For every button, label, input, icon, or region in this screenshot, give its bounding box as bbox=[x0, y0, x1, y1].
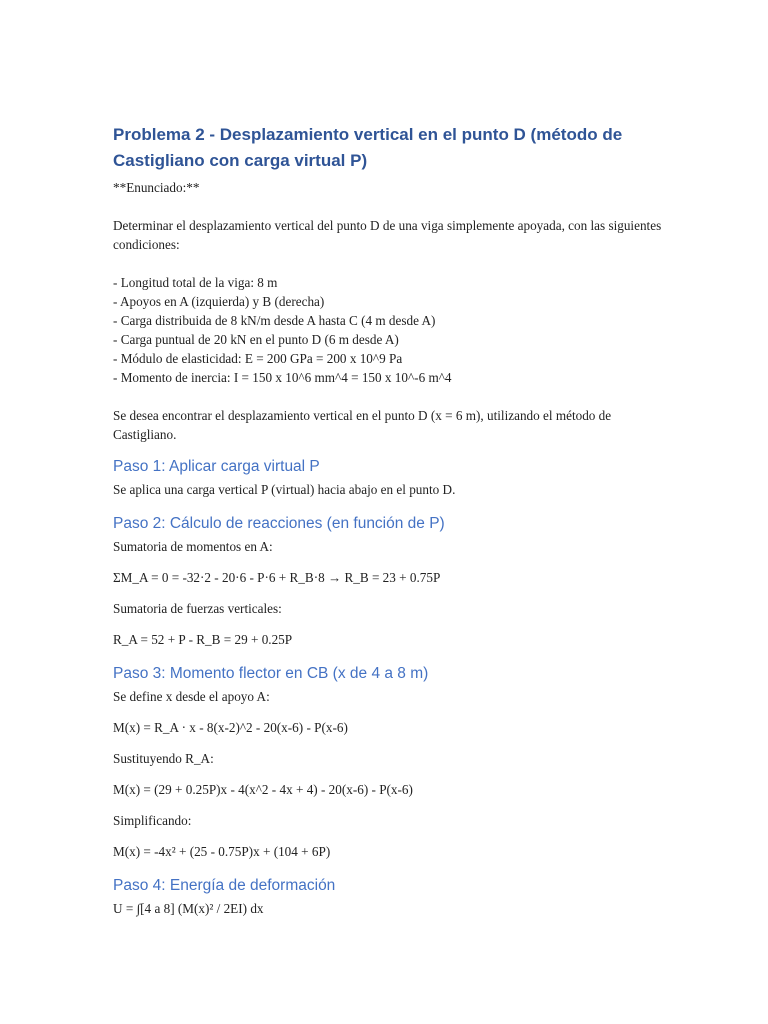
define-x-text: Se define x desde el apoyo A: bbox=[113, 689, 270, 704]
moment-equation-3: M(x) = -4x² + (25 - 0.75P)x + (104 + 6P) bbox=[113, 844, 331, 859]
step1-text: Se aplica una carga vertical P (virtual) hacia abajo en el punto D. bbox=[113, 482, 456, 497]
energy-equation: U = ∫[4 a 8] (M(x)² / 2EI) dx bbox=[113, 901, 264, 916]
step4-heading: Paso 4: Energía de deformación bbox=[113, 877, 336, 894]
step2-heading: Paso 2: Cálculo de reacciones (en función de P) bbox=[113, 515, 445, 532]
simplification-label: Simplificando: bbox=[113, 813, 192, 828]
moments-label: Sumatoria de momentos en A: bbox=[113, 539, 273, 554]
condition-item: - Momento de inercia: I = 150 x 10^6 mm^4 = 150 x 10^-6 m^4 bbox=[113, 370, 452, 385]
step3-heading: Paso 3: Momento flector en CB (x de 4 a 8 m) bbox=[113, 665, 429, 682]
forces-equation: R_A = 52 + P - R_B = 29 + 0.25P bbox=[113, 632, 293, 647]
statement-intro: Determinar el desplazamiento vertical del punto D de una viga simplemente apoyada, con las siguientes condiciones: bbox=[113, 218, 665, 252]
condition-item: - Módulo de elasticidad: E = 200 GPa = 200 x 10^9 Pa bbox=[113, 351, 403, 366]
conditions-list bbox=[113, 273, 673, 387]
statement-label: **Enunciado:** bbox=[113, 180, 200, 195]
step1-heading: Paso 1: Aplicar carga virtual P bbox=[113, 458, 320, 475]
condition-item: - Apoyos en A (izquierda) y B (derecha) bbox=[113, 294, 325, 309]
moment-equation-1: M(x) = R_A · x - 8(x-2)^2 - 20(x-6) - P(x-6) bbox=[113, 720, 348, 735]
document-page bbox=[113, 122, 673, 918]
moments-equation: ΣM_A = 0 = -32·2 - 20·6 - P·6 + R_B·8 → R_B = 23 + 0.75P bbox=[113, 570, 441, 585]
forces-label: Sumatoria de fuerzas verticales: bbox=[113, 601, 282, 616]
substitution-label: Sustituyendo R_A: bbox=[113, 751, 214, 766]
document-title: Problema 2 - Desplazamiento vertical en el punto D (método de Castigliano con carga virtual P) bbox=[113, 125, 623, 170]
moment-equation-2: M(x) = (29 + 0.25P)x - 4(x^2 - 4x + 4) - 20(x-6) - P(x-6) bbox=[113, 782, 413, 797]
condition-item: - Longitud total de la viga: 8 m bbox=[113, 275, 278, 290]
objective-text: Se desea encontrar el desplazamiento vertical en el punto D (x = 6 m), utilizando el método de Castigliano. bbox=[113, 408, 615, 442]
condition-item: - Carga distribuida de 8 kN/m desde A hasta C (4 m desde A) bbox=[113, 313, 436, 328]
condition-item: - Carga puntual de 20 kN en el punto D (6 m desde A) bbox=[113, 332, 399, 347]
